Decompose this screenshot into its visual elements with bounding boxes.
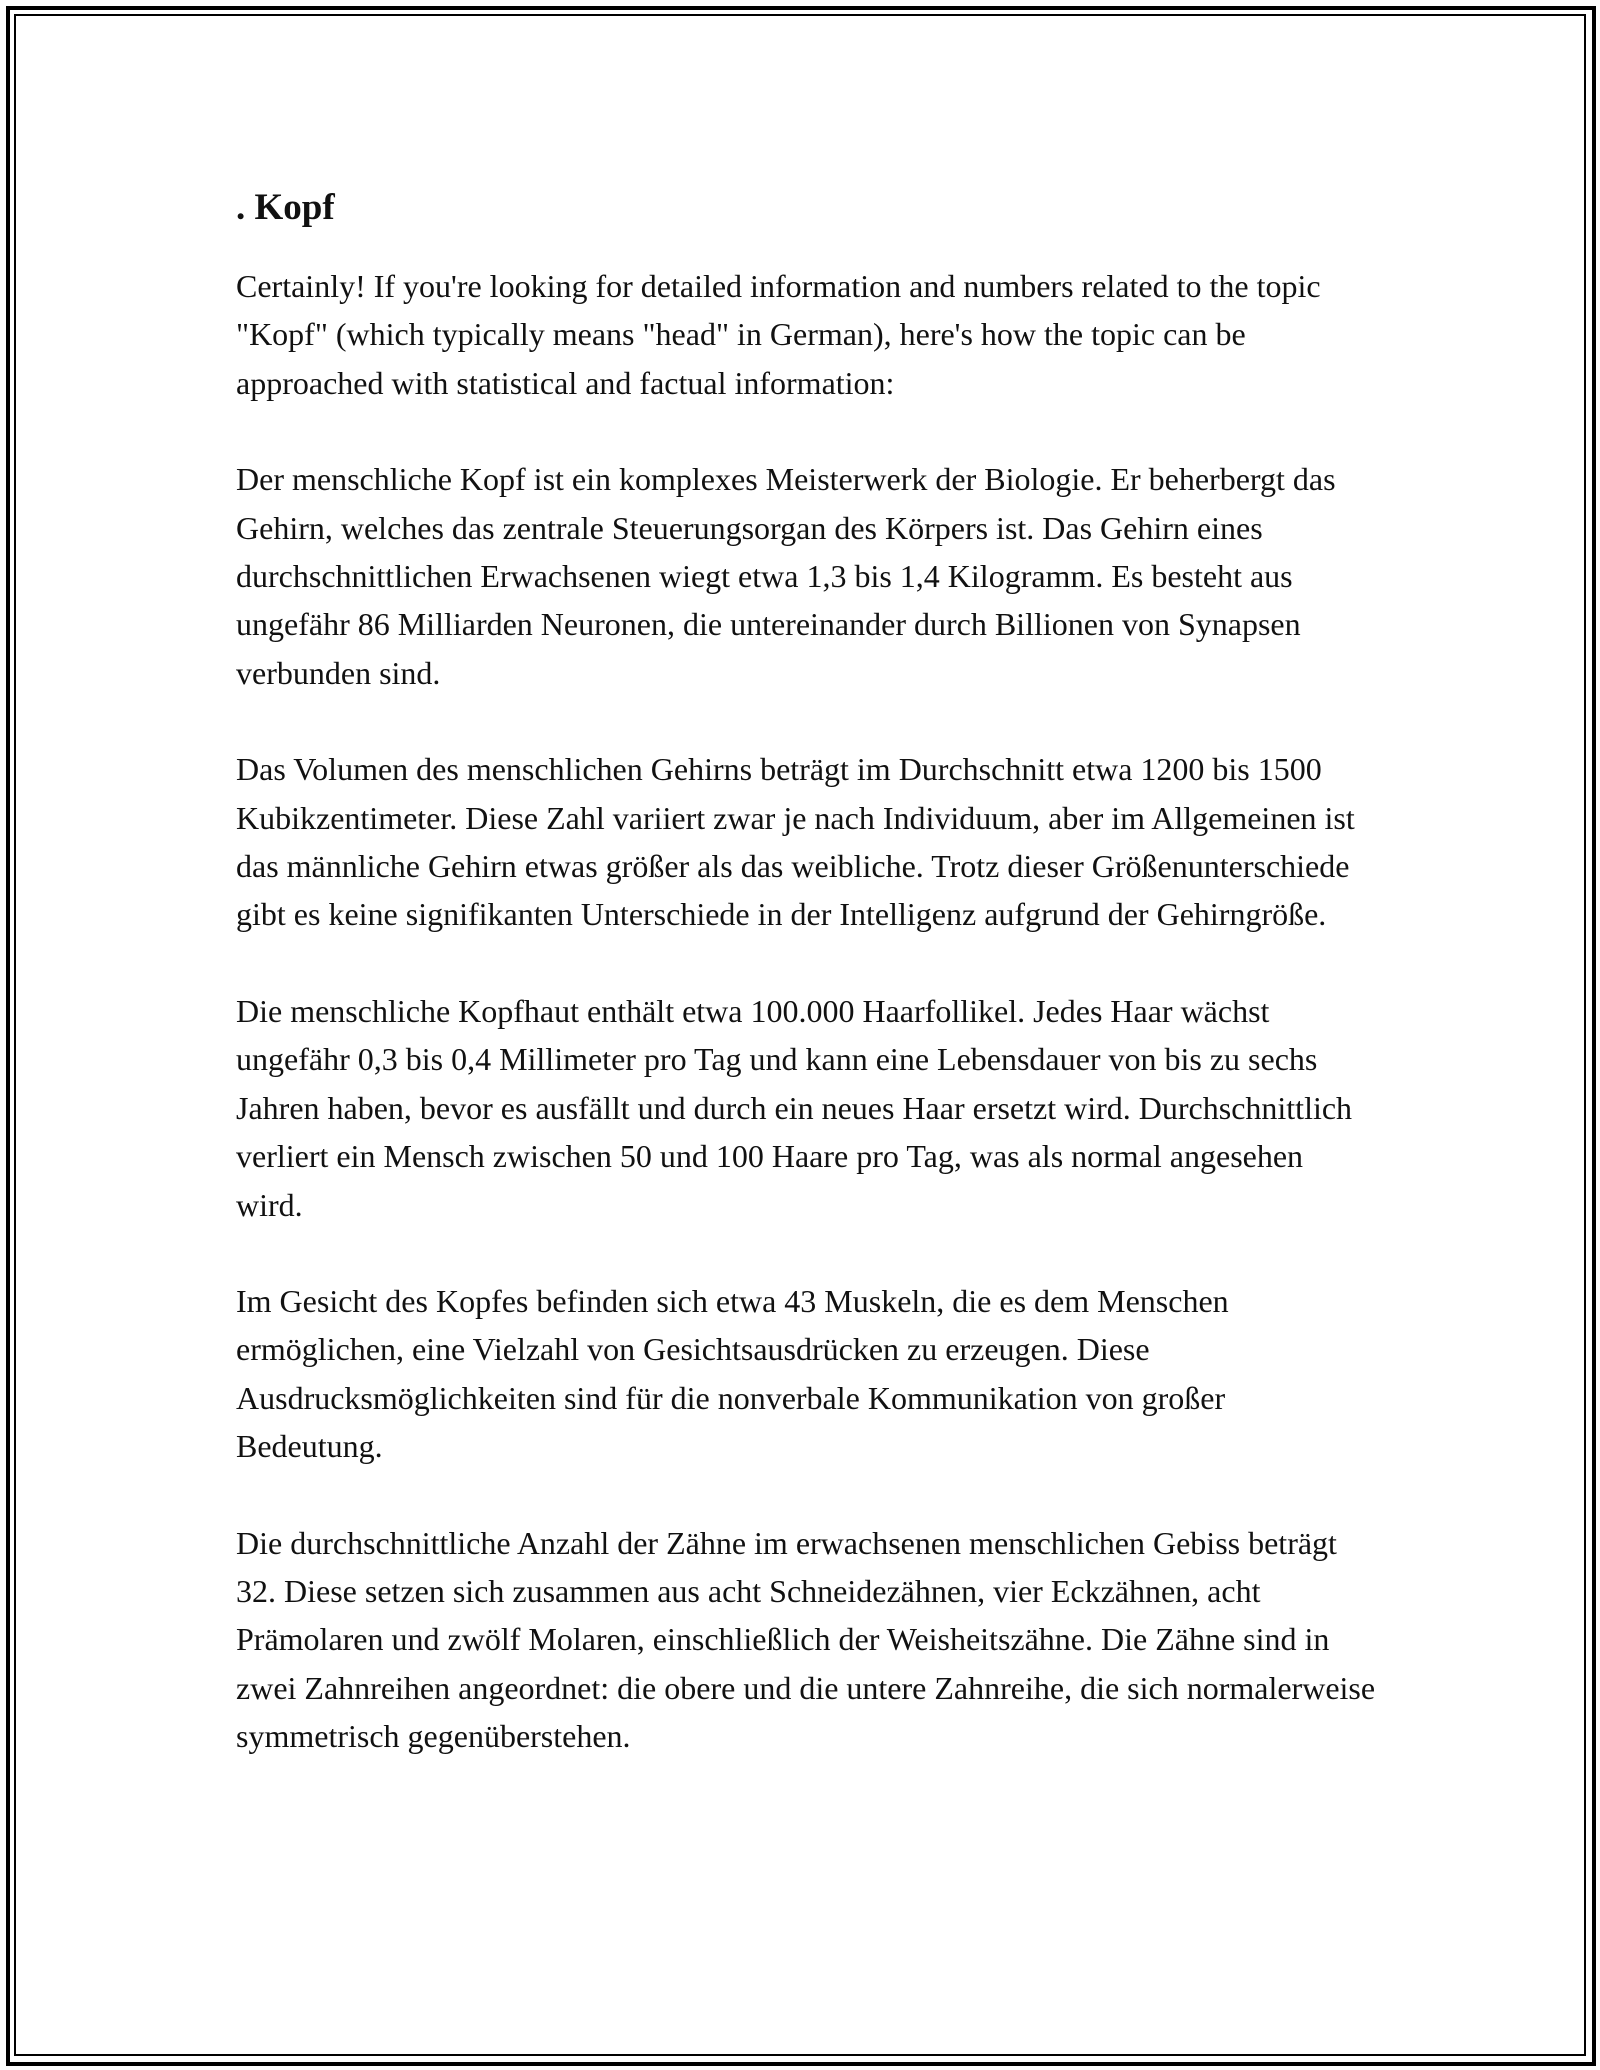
document-body <box>236 186 1376 1809</box>
paragraph-teeth: Die durchschnittliche Anzahl der Zähne im erwachsenen menschlichen Gebiss beträgt 32. Diese setzen sich zusammen aus acht Schneidezähnen, vier Eckzähnen, acht Prämolaren und zwölf Molaren, einschließlich der Weisheitszähne. Die Zähne sind in zwei Zahnreihen angeordnet: die obere und die untere Zahnreihe, die sich normalerweise symmetrisch gegenüberstehen. <box>236 1524 1376 1755</box>
paragraph-brain-volume: Das Volumen des menschlichen Gehirns beträgt im Durchschnitt etwa 1200 bis 1500 Kubikzentimeter. Diese Zahl variiert zwar je nach Individuum, aber im Allgemeinen ist das männliche Gehirn etwas größer als das weibliche. Trotz dieser Größenunterschiede gibt es keine signifikanten Unterschiede in der Intelligenz aufgrund der Gehirngröße. <box>236 751 1355 933</box>
paragraph-brain: Der menschliche Kopf ist ein komplexes Meisterwerk der Biologie. Er beherbergt das Gehirn, welches das zentrale Steuerungsorgan des Körpers ist. Das Gehirn eines durchschnittlichen Erwachsenen wiegt etwa 1,3 bis 1,4 Kilogramm. Es besteht aus ungefähr 86 Milliarden Neuronen, die untereinander durch Billionen von Synapsen verbunden sind. <box>236 461 1336 691</box>
paragraph-scalp-hair: Die menschliche Kopfhaut enthält etwa 100.000 Haarfollikel. Jedes Haar wächst ungefähr 0,3 bis 0,4 Millimeter pro Tag und kann eine Lebensdauer von bis zu sechs Jahren haben, bevor es ausfällt und durch ein neues Haar ersetzt wird. Durchschnittlich verliert ein Mensch zwischen 50 und 100 Haare pro Tag, was als normal angesehen wird. <box>236 992 1353 1223</box>
paragraph-face-muscles: Im Gesicht des Kopfes befinden sich etwa 43 Muskeln, die es dem Menschen ermöglichen, eine Vielzahl von Gesichtsausdrücken zu erzeugen. Diese Ausdrucksmöglichkeiten sind für die nonverbale Kommunikation von großer Bedeutung. <box>236 1282 1229 1465</box>
paragraph-intro: Certainly! If you're looking for detailed information and numbers related to the topic "Kopf" (which typically means "head" in German), here's how the topic can be approached with statistical and factual information: <box>236 268 1321 401</box>
page-title: . Kopf <box>236 187 335 228</box>
